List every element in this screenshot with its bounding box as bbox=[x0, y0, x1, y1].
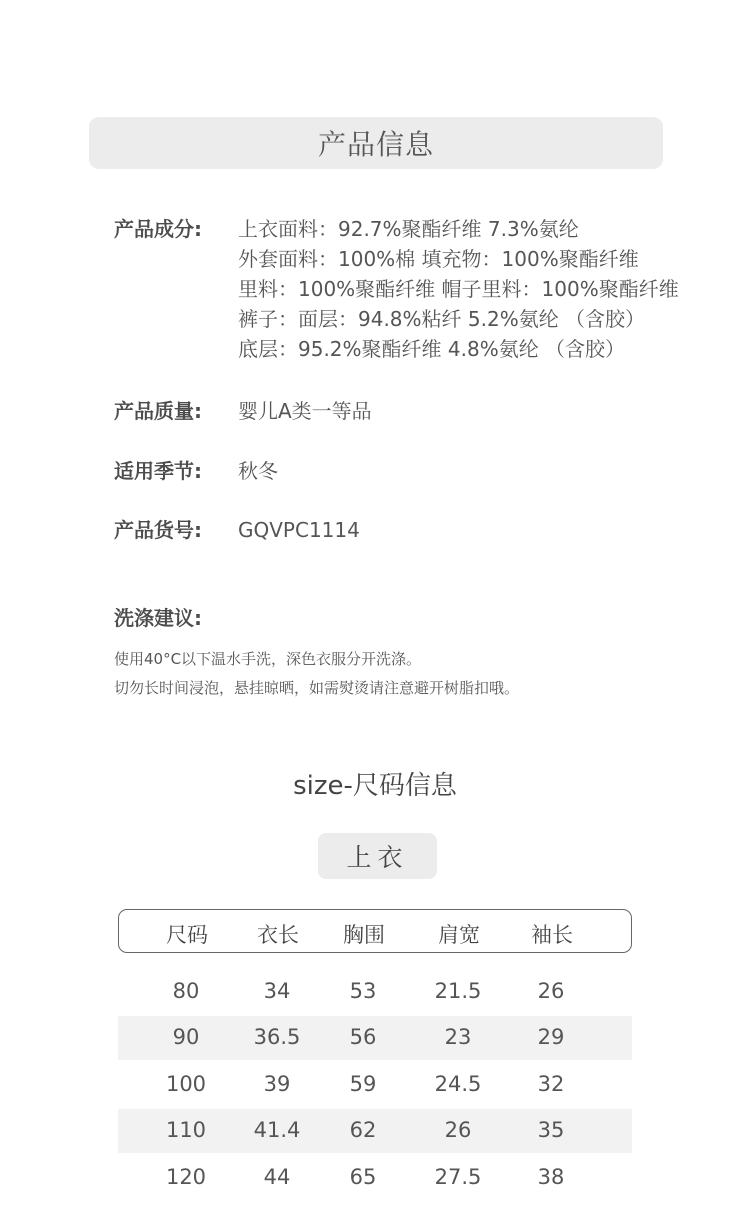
composition-line: 裤子：面层：94.8%粘纤 5.2%氨纶 （含胶） bbox=[238, 307, 646, 331]
sleeve-cell: 29 bbox=[537, 1025, 565, 1049]
season-label: 适用季节: bbox=[114, 459, 202, 483]
quality-value: 婴儿A类一等品 bbox=[238, 399, 372, 423]
garment-tab-label: 上衣 bbox=[346, 843, 409, 872]
garment-tab bbox=[318, 833, 437, 879]
chest-cell: 53 bbox=[349, 979, 377, 1003]
length-cell: 44 bbox=[263, 1165, 291, 1189]
column-header: 胸围 bbox=[343, 923, 385, 947]
table-row bbox=[118, 970, 632, 1014]
section-banner bbox=[89, 117, 663, 169]
length-cell: 36.5 bbox=[253, 1025, 301, 1049]
composition-line: 底层：95.2%聚酯纤维 4.8%氨纶 （含胶） bbox=[238, 337, 626, 361]
chest-cell: 59 bbox=[349, 1072, 377, 1096]
length-cell: 34 bbox=[263, 979, 291, 1003]
sleeve-cell: 26 bbox=[537, 979, 565, 1003]
size-section-title: size-尺码信息 bbox=[293, 771, 457, 801]
season-value: 秋冬 bbox=[238, 459, 278, 483]
quality-label: 产品质量: bbox=[114, 399, 202, 423]
sku-value: GQVPC1114 bbox=[238, 518, 360, 542]
size-table-header bbox=[118, 909, 632, 953]
size-cell: 90 bbox=[172, 1025, 200, 1049]
washing-line: 使用40°C以下温水手洗，深色衣服分开洗涤。 bbox=[114, 650, 422, 668]
composition-row bbox=[114, 214, 679, 364]
size-cell: 100 bbox=[165, 1072, 207, 1096]
size-cell: 80 bbox=[172, 979, 200, 1003]
size-cell: 110 bbox=[165, 1118, 207, 1142]
shoulder-cell: 23 bbox=[444, 1025, 472, 1049]
section-title: 产品信息 bbox=[317, 128, 434, 161]
washing-line: 切勿长时间浸泡，悬挂晾晒，如需熨烫请注意避开树脂扣哦。 bbox=[114, 679, 520, 697]
column-header: 尺码 bbox=[166, 923, 208, 947]
chest-cell: 62 bbox=[349, 1118, 377, 1142]
length-cell: 39 bbox=[263, 1072, 291, 1096]
column-header: 肩宽 bbox=[438, 923, 480, 947]
composition-line: 上衣面料：92.7%聚酯纤维 7.3%氨纶 bbox=[238, 217, 579, 241]
size-cell: 120 bbox=[165, 1165, 207, 1189]
quality-row bbox=[114, 396, 372, 426]
chest-cell: 65 bbox=[349, 1165, 377, 1189]
sku-label: 产品货号: bbox=[114, 518, 202, 542]
season-row bbox=[114, 456, 278, 486]
table-row bbox=[118, 1016, 632, 1060]
table-row bbox=[118, 1156, 632, 1200]
shoulder-cell: 24.5 bbox=[434, 1072, 482, 1096]
washing-title: 洗涤建议: bbox=[114, 606, 202, 630]
table-row bbox=[118, 1063, 632, 1107]
shoulder-cell: 26 bbox=[444, 1118, 472, 1142]
composition-value bbox=[238, 214, 679, 364]
sleeve-cell: 32 bbox=[537, 1072, 565, 1096]
sleeve-cell: 38 bbox=[537, 1165, 565, 1189]
composition-line: 外套面料：100%棉 填充物：100%聚酯纤维 bbox=[238, 247, 639, 271]
shoulder-cell: 21.5 bbox=[434, 979, 482, 1003]
chest-cell: 56 bbox=[349, 1025, 377, 1049]
length-cell: 41.4 bbox=[253, 1118, 301, 1142]
column-header: 衣长 bbox=[257, 923, 299, 947]
composition-label: 产品成分: bbox=[114, 217, 202, 241]
sku-row bbox=[114, 515, 360, 545]
sleeve-cell: 35 bbox=[537, 1118, 565, 1142]
shoulder-cell: 27.5 bbox=[434, 1165, 482, 1189]
composition-line: 里料：100%聚酯纤维 帽子里料：100%聚酯纤维 bbox=[238, 277, 679, 301]
column-header: 袖长 bbox=[531, 923, 573, 947]
table-row bbox=[118, 1109, 632, 1153]
